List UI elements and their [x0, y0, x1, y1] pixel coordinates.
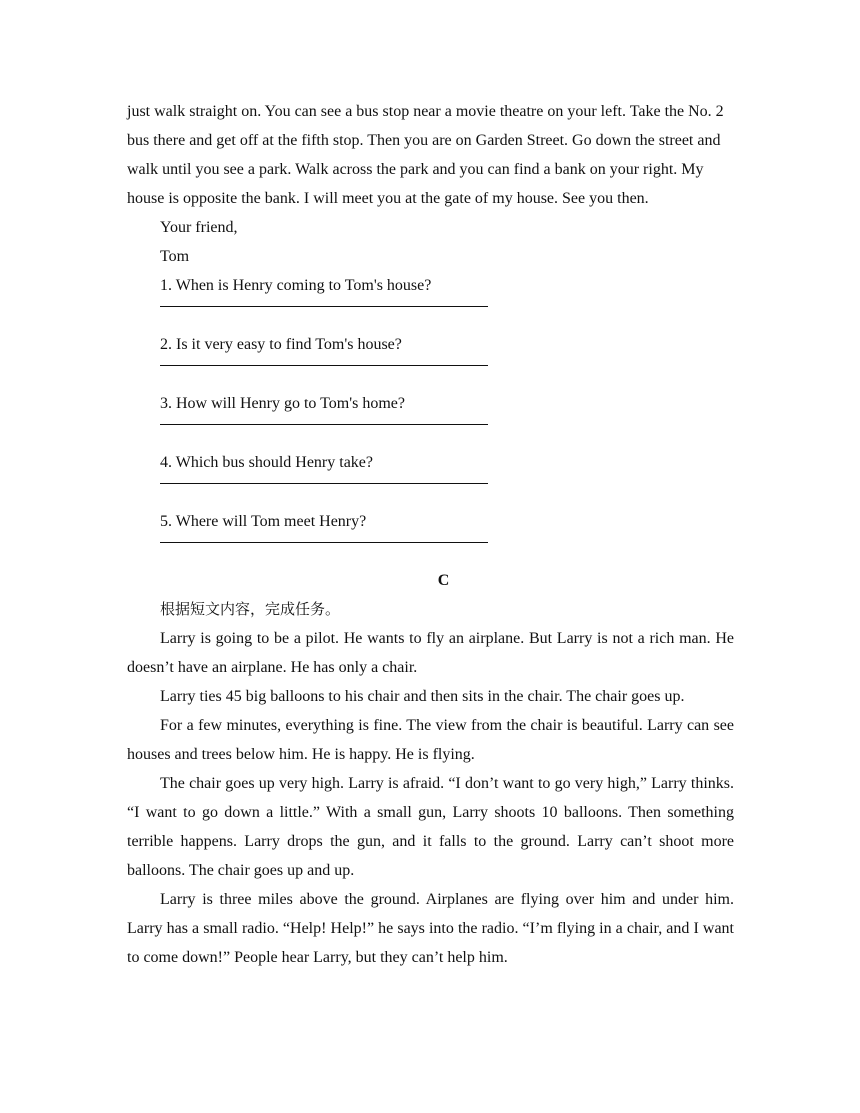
letter-closing: Your friend,: [160, 219, 238, 236]
answer-line: [160, 365, 488, 366]
question-text: 2. Is it very easy to find Tom's house?: [160, 336, 402, 353]
question-text: 5. Where will Tom meet Henry?: [160, 513, 367, 530]
question-item: [127, 271, 734, 307]
question-item: [127, 389, 734, 425]
answer-line: [160, 306, 488, 307]
document-body: [127, 97, 734, 972]
letter-signature: Tom: [160, 248, 190, 265]
answer-line: [160, 542, 488, 543]
letter-paragraph: just walk straight on. You can see a bus stop near a movie theatre on your left. Take the No. 2 bus there and get off at the fifth stop. Then you are on Garden Street. Go down the street and walk until you see a park. Walk across the park and you can find a bank on your right. My house is opposite the bank. I will meet you at the gate of my house. See you then.: [127, 103, 724, 207]
passage-paragraph: Larry is three miles above the ground. Airplanes are flying over him and under him. Larry has a small radio. “Help! Help!” he says into the radio. “I’m flying in a chair, and I want to come down!” People hear Larry, but they can’t help him.: [127, 891, 734, 966]
question-item: [127, 448, 734, 484]
question-item: [127, 507, 734, 543]
answer-line: [160, 483, 488, 484]
question-item: [127, 330, 734, 366]
answer-line: [160, 424, 488, 425]
question-text: 4. Which bus should Henry take?: [160, 454, 373, 471]
passage-paragraph: Larry is going to be a pilot. He wants to fly an airplane. But Larry is not a rich man. He doesn’t have an airplane. He has only a chair.: [127, 630, 734, 676]
question-list: [127, 271, 734, 543]
passage-paragraph: The chair goes up very high. Larry is afraid. “I don’t want to go very high,” Larry thinks. “I want to go down a little.” With a small gun, Larry shoots 10 balloons. Then something terrible happens. Larry drops the gun, and it falls to the ground. Larry can’t shoot more balloons. The chair goes up and up.: [127, 775, 734, 879]
question-text: 3. How will Henry go to Tom's home?: [160, 395, 405, 412]
section-instruction: 根据短文内容，完成任务。: [160, 600, 341, 618]
passage-paragraph: Larry ties 45 big balloons to his chair and then sits in the chair. The chair goes up.: [160, 688, 685, 705]
question-text: 1. When is Henry coming to Tom's house?: [160, 277, 432, 294]
section-heading: C: [437, 572, 450, 589]
passage-paragraph: For a few minutes, everything is fine. The view from the chair is beautiful. Larry can see houses and trees below him. He is happy. He is flying.: [127, 717, 734, 763]
